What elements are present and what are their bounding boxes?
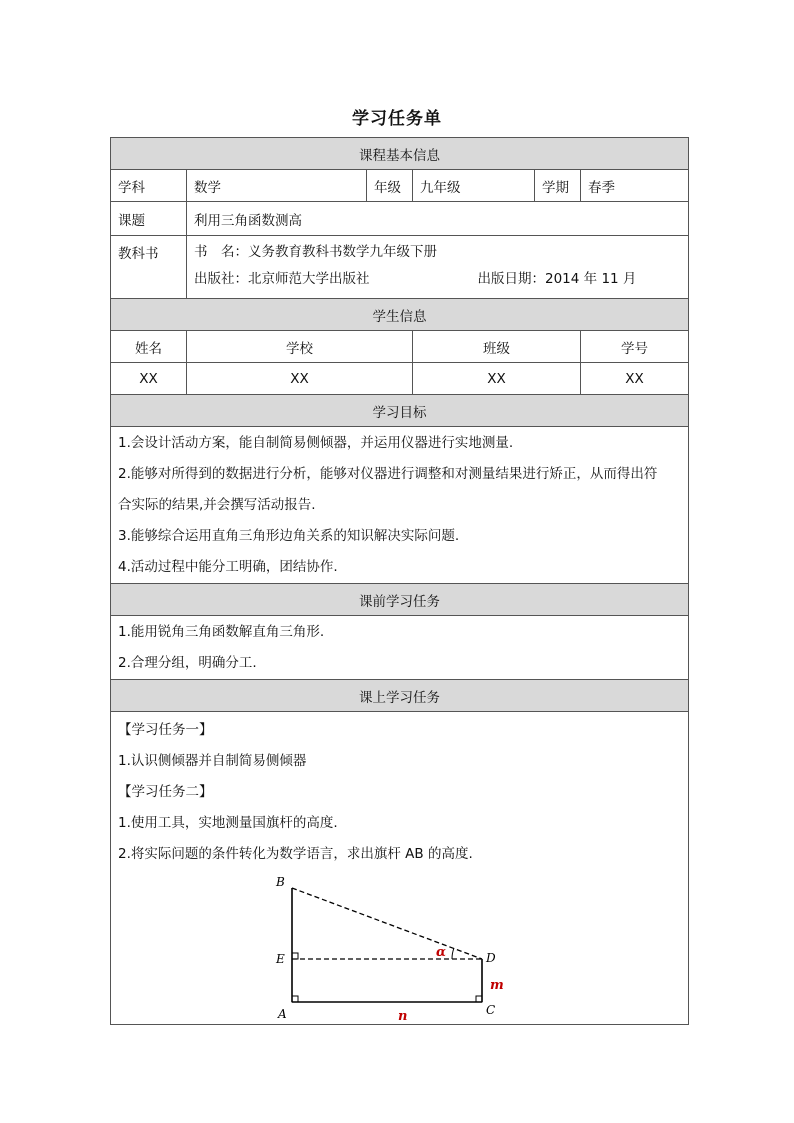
textbook-name: 书 名：义务教育教科书数学九年级下册 bbox=[194, 244, 437, 260]
task2-title: 【学习任务二】 bbox=[118, 783, 213, 800]
point-a-label: A bbox=[278, 1006, 287, 1021]
textbook-info bbox=[187, 236, 689, 299]
course-info-header: 课程基本信息 bbox=[111, 138, 689, 170]
pre-task-item: 1.能用锐角三角函数解直角三角形. bbox=[118, 624, 325, 640]
task2-item: 1.使用工具，实地测量国旗杆的高度. bbox=[118, 814, 338, 831]
textbook-label: 教科书 bbox=[111, 236, 187, 299]
pre-tasks-header: 课前学习任务 bbox=[111, 584, 689, 616]
column-header-id: 学号 bbox=[581, 331, 689, 363]
column-header-school: 学校 bbox=[187, 331, 413, 363]
goals-header: 学习目标 bbox=[111, 395, 689, 427]
right-angle-mark-e bbox=[292, 953, 298, 959]
point-b-label: B bbox=[276, 875, 285, 889]
task-sheet-table bbox=[110, 137, 689, 1025]
topic-label: 课题 bbox=[111, 202, 187, 236]
class-tasks-content bbox=[111, 712, 689, 1025]
goal-item: 4.活动过程中能分工明确，团结协作. bbox=[118, 559, 338, 575]
goals-list bbox=[111, 427, 689, 584]
distance-n-label: n bbox=[398, 1008, 408, 1022]
student-info-header: 学生信息 bbox=[111, 299, 689, 331]
task1-item: 1.认识侧倾器并自制简易侧倾器 bbox=[118, 752, 307, 769]
angle-alpha-arc bbox=[452, 948, 454, 959]
right-angle-mark-a bbox=[292, 996, 298, 1002]
goal-item: 3.能够综合运用直角三角形边角关系的知识解决实际问题. bbox=[118, 528, 460, 544]
goal-item: 合实际的结果,并会撰写活动报告. bbox=[118, 497, 316, 513]
pre-task-item: 2.合理分组，明确分工. bbox=[118, 655, 257, 671]
class-tasks-header: 课上学习任务 bbox=[111, 680, 689, 712]
publish-date: 出版日期：2014 年 11 月 bbox=[477, 271, 637, 287]
subject-label: 学科 bbox=[111, 170, 187, 202]
publisher-line bbox=[194, 264, 681, 295]
student-id-value: XX bbox=[581, 363, 689, 395]
pre-tasks-list bbox=[111, 616, 689, 680]
right-angle-mark-c bbox=[476, 996, 482, 1002]
angle-alpha-label: α bbox=[436, 944, 447, 960]
column-header-name: 姓名 bbox=[111, 331, 187, 363]
page-title: 学习任务单 bbox=[352, 109, 442, 129]
column-header-class: 班级 bbox=[413, 331, 581, 363]
task2-item: 2.将实际问题的条件转化为数学语言，求出旗杆 AB 的高度. bbox=[118, 845, 473, 862]
goal-item: 1.会设计活动方案，能自制简易侧倾器，并运用仪器进行实地测量. bbox=[118, 435, 514, 451]
term-label: 学期 bbox=[535, 170, 581, 202]
grade-value: 九年级 bbox=[413, 170, 535, 202]
point-c-label: C bbox=[486, 1002, 496, 1017]
point-e-label: E bbox=[276, 951, 285, 966]
student-name-value: XX bbox=[111, 363, 187, 395]
topic-value: 利用三角函数测高 bbox=[187, 202, 689, 236]
flagpole-diagram bbox=[270, 876, 510, 1022]
task1-title: 【学习任务一】 bbox=[118, 721, 213, 738]
term-value: 春季 bbox=[581, 170, 689, 202]
height-m-label: m bbox=[490, 977, 504, 993]
publisher: 出版社：北京师范大学出版社 bbox=[194, 271, 370, 287]
student-school-value: XX bbox=[187, 363, 413, 395]
point-d-label: D bbox=[486, 950, 496, 965]
subject-value: 数学 bbox=[187, 170, 367, 202]
grade-label: 年级 bbox=[367, 170, 413, 202]
goal-item: 2.能够对所得到的数据进行分析，能够对仪器进行调整和对测量结果进行矫正，从而得出符 bbox=[118, 466, 658, 482]
student-class-value: XX bbox=[413, 363, 581, 395]
